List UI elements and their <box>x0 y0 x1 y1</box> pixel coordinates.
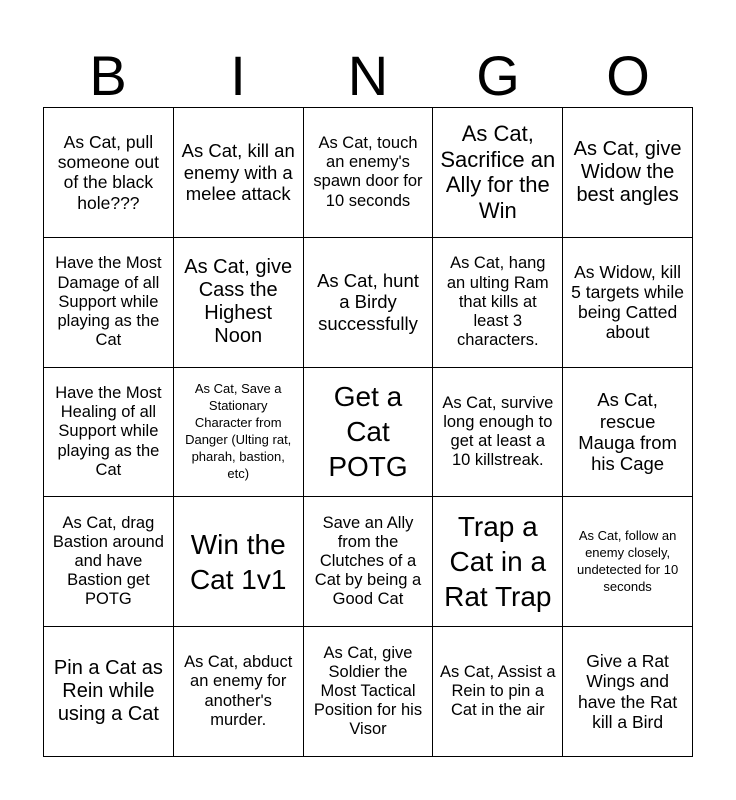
cell-text: As Cat, rescue Mauga from his Cage <box>578 389 677 475</box>
cell-text: As Cat, hang an ulting Ram that kills at least 3 characters. <box>446 254 549 349</box>
cell-text: Save an Ally from the Clutches of a Cat by being a Good Cat <box>314 513 422 609</box>
bingo-cell-r5-c1[interactable] <box>44 627 174 757</box>
header-letter-i: I <box>230 44 246 107</box>
header-letter-g: G <box>476 44 520 107</box>
cell-text: As Cat, give Widow the best angles <box>573 137 682 206</box>
bingo-cell-r2-c1[interactable] <box>44 238 174 368</box>
bingo-cell-r4-c4[interactable] <box>433 497 563 627</box>
cell-text: As Cat, touch an enemy's spawn door for 10 seconds <box>313 134 423 210</box>
bingo-cell-r1-c2[interactable] <box>174 108 304 238</box>
bingo-cell-r4-c5[interactable] <box>563 497 693 627</box>
bingo-cell-r1-c1[interactable] <box>44 108 174 238</box>
cell-text: Win the Cat 1v1 <box>189 528 287 595</box>
bingo-cell-r2-c5[interactable] <box>563 238 693 368</box>
cell-text: As Cat, Save a Stationary Character from Danger (Ulting rat, pharah, bastion, etc) <box>185 381 292 481</box>
bingo-cell-r4-c2[interactable] <box>174 497 304 627</box>
bingo-cell-r3-c1[interactable] <box>44 368 174 498</box>
bingo-cell-r4-c1[interactable] <box>44 497 174 627</box>
bingo-cell-r1-c4[interactable] <box>433 108 563 238</box>
bingo-cell-r5-c5[interactable] <box>563 627 693 757</box>
cell-text: As Cat, Sacrifice an Ally for the Win <box>440 121 556 223</box>
bingo-header <box>43 44 693 108</box>
cell-text: As Cat, pull someone out of the black hole??? <box>57 131 159 213</box>
bingo-cell-r4-c3[interactable] <box>304 497 434 627</box>
bingo-cell-r5-c3[interactable] <box>304 627 434 757</box>
bingo-cell-r1-c5[interactable] <box>563 108 693 238</box>
header-letter-o: O <box>606 44 650 107</box>
cell-text: As Cat, hunt a Birdy successfully <box>317 270 419 334</box>
header-letter-n: N <box>347 44 389 107</box>
cell-text: As Cat, Assist a Rein to pin a Cat in the air <box>440 662 556 720</box>
bingo-cell-r1-c3[interactable] <box>304 108 434 238</box>
cell-text: As Cat, drag Bastion around and have Bastion get POTG <box>52 513 164 609</box>
bingo-cell-r3-c4[interactable] <box>433 368 563 498</box>
bingo-cell-r3-c2[interactable] <box>174 368 304 498</box>
bingo-cell-r5-c4[interactable] <box>433 627 563 757</box>
bingo-cell-r2-c4[interactable] <box>433 238 563 368</box>
bingo-cell-r2-c3[interactable] <box>304 238 434 368</box>
cell-text: Trap a Cat in a Rat Trap <box>444 511 552 613</box>
header-letter-b: B <box>89 44 127 107</box>
cell-text: As Cat, give Cass the Highest Noon <box>184 255 293 348</box>
cell-text: Have the Most Healing of all Support while playing as the Cat <box>55 384 162 479</box>
cell-text: Get a Cat POTG <box>328 381 408 483</box>
bingo-grid <box>43 107 693 757</box>
bingo-cell-r2-c2[interactable] <box>174 238 304 368</box>
cell-text: Have the Most Damage of all Support while playing as the Cat <box>55 254 162 349</box>
cell-text: Pin a Cat as Rein while using a Cat <box>53 656 163 726</box>
bingo-cell-r5-c2[interactable] <box>174 627 304 757</box>
bingo-cell-r3-c5[interactable] <box>563 368 693 498</box>
cell-text: As Cat, follow an enemy closely, undetected for 10 seconds <box>576 528 679 594</box>
cell-text: Give a Rat Wings and have the Rat kill a Bird <box>577 651 678 732</box>
bingo-cell-r3-c3-center[interactable] <box>304 368 434 498</box>
cell-text: As Cat, kill an enemy with a melee attack <box>181 140 295 205</box>
cell-text: As Cat, survive long enough to get at least a 10 killstreak. <box>442 393 554 470</box>
cell-text: As Cat, give Soldier the Most Tactical Position for his Visor <box>313 643 423 739</box>
cell-text: As Widow, kill 5 targets while being Catted about <box>571 261 685 343</box>
cell-text: As Cat, abduct an enemy for another's murder. <box>184 653 293 729</box>
